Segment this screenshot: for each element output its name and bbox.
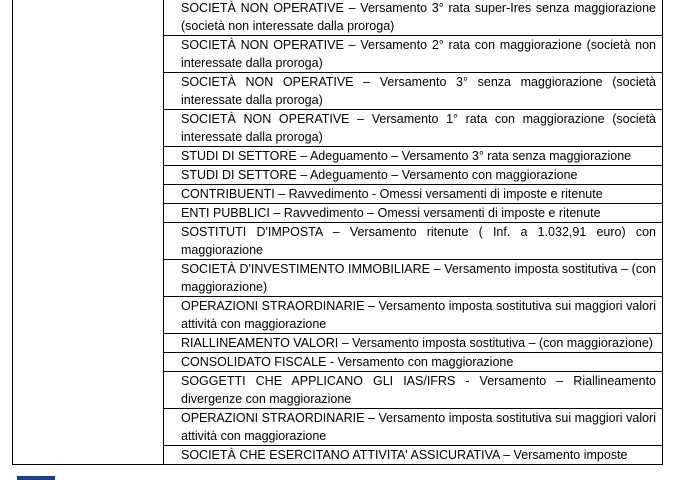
date-column-cell — [13, 0, 164, 465]
entry-cell: ENTI PUBBLICI – Ravvedimento – Omessi versamenti di imposte e ritenute — [164, 204, 663, 223]
tax-deadlines-table — [12, 0, 663, 465]
entry-cell: STUDI DI SETTORE – Adeguamento – Versamento 3° rata senza maggiorazione — [164, 147, 663, 166]
entry-cell: SOCIETÀ NON OPERATIVE – Versamento 1° rata con maggiorazione (società interessate dalla proroga) — [164, 110, 663, 147]
entry-cell: SOCIETÀ NON OPERATIVE – Versamento 3° senza maggiorazione (società interessate dalla proroga) — [164, 73, 663, 110]
entry-cell: SOSTITUTI D'IMPOSTA – Versamento ritenute ( Inf. a 1.032,91 euro) con maggiorazione — [164, 223, 663, 260]
entry-cell: RIALLINEAMENTO VALORI – Versamento imposta sostitutiva – (con maggiorazione) — [164, 334, 663, 353]
entry-cell: CONTRIBUENTI – Ravvedimento - Omessi versamenti di imposte e ritenute — [164, 185, 663, 204]
entry-cell: SOGGETTI CHE APPLICANO GLI IAS/IFRS - Versamento – Riallineamento divergenze con maggiorazione — [164, 372, 663, 409]
entry-cell: SOCIETÀ D'INVESTIMENTO IMMOBILIARE – Versamento imposta sostitutiva – (con maggiorazione) — [164, 260, 663, 297]
page-marker-bar — [17, 476, 55, 480]
entry-cell: STUDI DI SETTORE – Adeguamento – Versamento con maggiorazione — [164, 166, 663, 185]
entry-cell: SOCIETÀ CHE ESERCITANO ATTIVITA' ASSICURATIVA – Versamento imposte — [164, 446, 663, 465]
entry-cell: CONSOLIDATO FISCALE - Versamento con maggiorazione — [164, 353, 663, 372]
table-row — [13, 0, 663, 36]
entry-cell: SOCIETÀ NON OPERATIVE – Versamento 3° rata super-Ires senza maggiorazione (società non interessate dalla proroga) — [164, 0, 663, 36]
entry-cell: OPERAZIONI STRAORDINARIE – Versamento imposta sostitutiva sui maggiori valori attività con maggiorazione — [164, 297, 663, 334]
entry-cell: SOCIETÀ NON OPERATIVE – Versamento 2° rata con maggiorazione (società non interessate dalla proroga) — [164, 36, 663, 73]
entry-cell: OPERAZIONI STRAORDINARIE – Versamento imposta sostitutiva sui maggiori valori attività con maggiorazione — [164, 409, 663, 446]
